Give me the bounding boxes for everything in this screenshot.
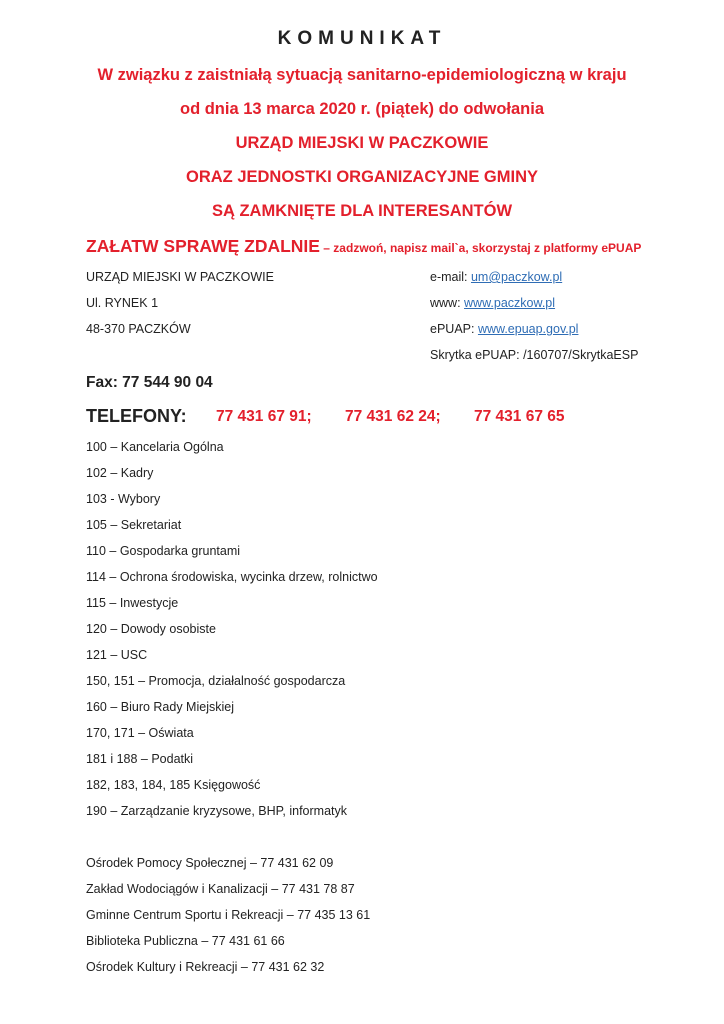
epuap-row: [430, 322, 578, 336]
extension-item: 114 – Ochrona środowiska, wycinka drzew, rolnictwo: [86, 570, 378, 584]
remote-service-notice: [86, 236, 641, 257]
extension-item: 103 - Wybory: [86, 492, 161, 506]
announcement-line-5: SĄ ZAMKNIĘTE DLA INTERESANTÓW: [211, 202, 513, 220]
epuap-link[interactable]: www.epuap.gov.pl: [477, 322, 579, 336]
extension-item: 182, 183, 184, 185 Księgowość: [86, 778, 261, 792]
www-row: [430, 296, 555, 310]
address-city: 48-370 PACZKÓW: [86, 322, 191, 336]
extension-item: 190 – Zarządzanie kryzysowe, BHP, informatyk: [86, 804, 347, 818]
address-name: URZĄD MIEJSKI W PACZKOWIE: [86, 270, 274, 284]
unit-item: Biblioteka Publiczna – 77 431 61 66: [86, 934, 285, 948]
unit-item: Ośrodek Pomocy Społecznej – 77 431 62 09: [86, 856, 334, 870]
remote-service-heading: ZAŁATW SPRAWĘ ZDALNIE: [86, 236, 320, 256]
extension-item: 110 – Gospodarka gruntami: [86, 544, 241, 558]
epuap-box: Skrytka ePUAP: /160707/SkrytkaESP: [430, 348, 639, 362]
announcement-line-1: W związku z zaistniałą sytuacją sanitarno-epidemiologiczną w kraju: [97, 66, 627, 84]
extension-item: 181 i 188 – Podatki: [86, 752, 194, 766]
extension-item: 121 – USC: [86, 648, 148, 662]
extension-item: 115 – Inwestycje: [86, 596, 179, 610]
phones-label: TELEFONY:: [86, 406, 187, 426]
remote-service-detail: – zadzwoń, napisz mail`a, skorzystaj z platformy ePUAP: [319, 241, 642, 255]
extension-item: 170, 171 – Oświata: [86, 726, 194, 740]
announcement-line-4: ORAZ JEDNOSTKI ORGANIZACYJNE GMINY: [185, 168, 539, 186]
extension-item: 100 – Kancelaria Ogólna: [86, 440, 224, 454]
announcement-line-2: od dnia 13 marca 2020 r. (piątek) do odwołania: [179, 100, 545, 118]
extension-item: 150, 151 – Promocja, działalność gospodarcza: [86, 674, 346, 688]
phone-numbers: [86, 406, 686, 430]
phone-number: 77 431 62 24;: [345, 408, 441, 425]
extension-item: 120 – Dowody osobiste: [86, 622, 216, 636]
address-street: Ul. RYNEK 1: [86, 296, 159, 310]
extension-item: 105 – Sekretariat: [86, 518, 182, 532]
epuap-label: ePUAP:: [430, 322, 478, 336]
email-label: e-mail:: [430, 270, 471, 284]
unit-item: Zakład Wodociągów i Kanalizacji – 77 431 78 87: [86, 882, 355, 896]
fax-number: Fax: 77 544 90 04: [86, 374, 213, 391]
extension-item: 160 – Biuro Rady Miejskiej: [86, 700, 234, 714]
phone-number: 77 431 67 91;: [216, 408, 312, 425]
announcement-line-3: URZĄD MIEJSKI W PACZKOWIE: [235, 134, 489, 152]
email-row: [430, 270, 562, 284]
email-link[interactable]: um@paczkow.pl: [470, 270, 563, 284]
unit-item: Ośrodek Kultury i Rekreacji – 77 431 62 32: [86, 960, 325, 974]
unit-item: Gminne Centrum Sportu i Rekreacji – 77 435 13 61: [86, 908, 371, 922]
extension-item: 102 – Kadry: [86, 466, 154, 480]
www-label: www:: [430, 296, 465, 310]
phone-number: 77 431 67 65: [474, 408, 565, 425]
document-title: KOMUNIKAT: [277, 28, 447, 49]
www-link[interactable]: www.paczkow.pl: [464, 296, 556, 310]
